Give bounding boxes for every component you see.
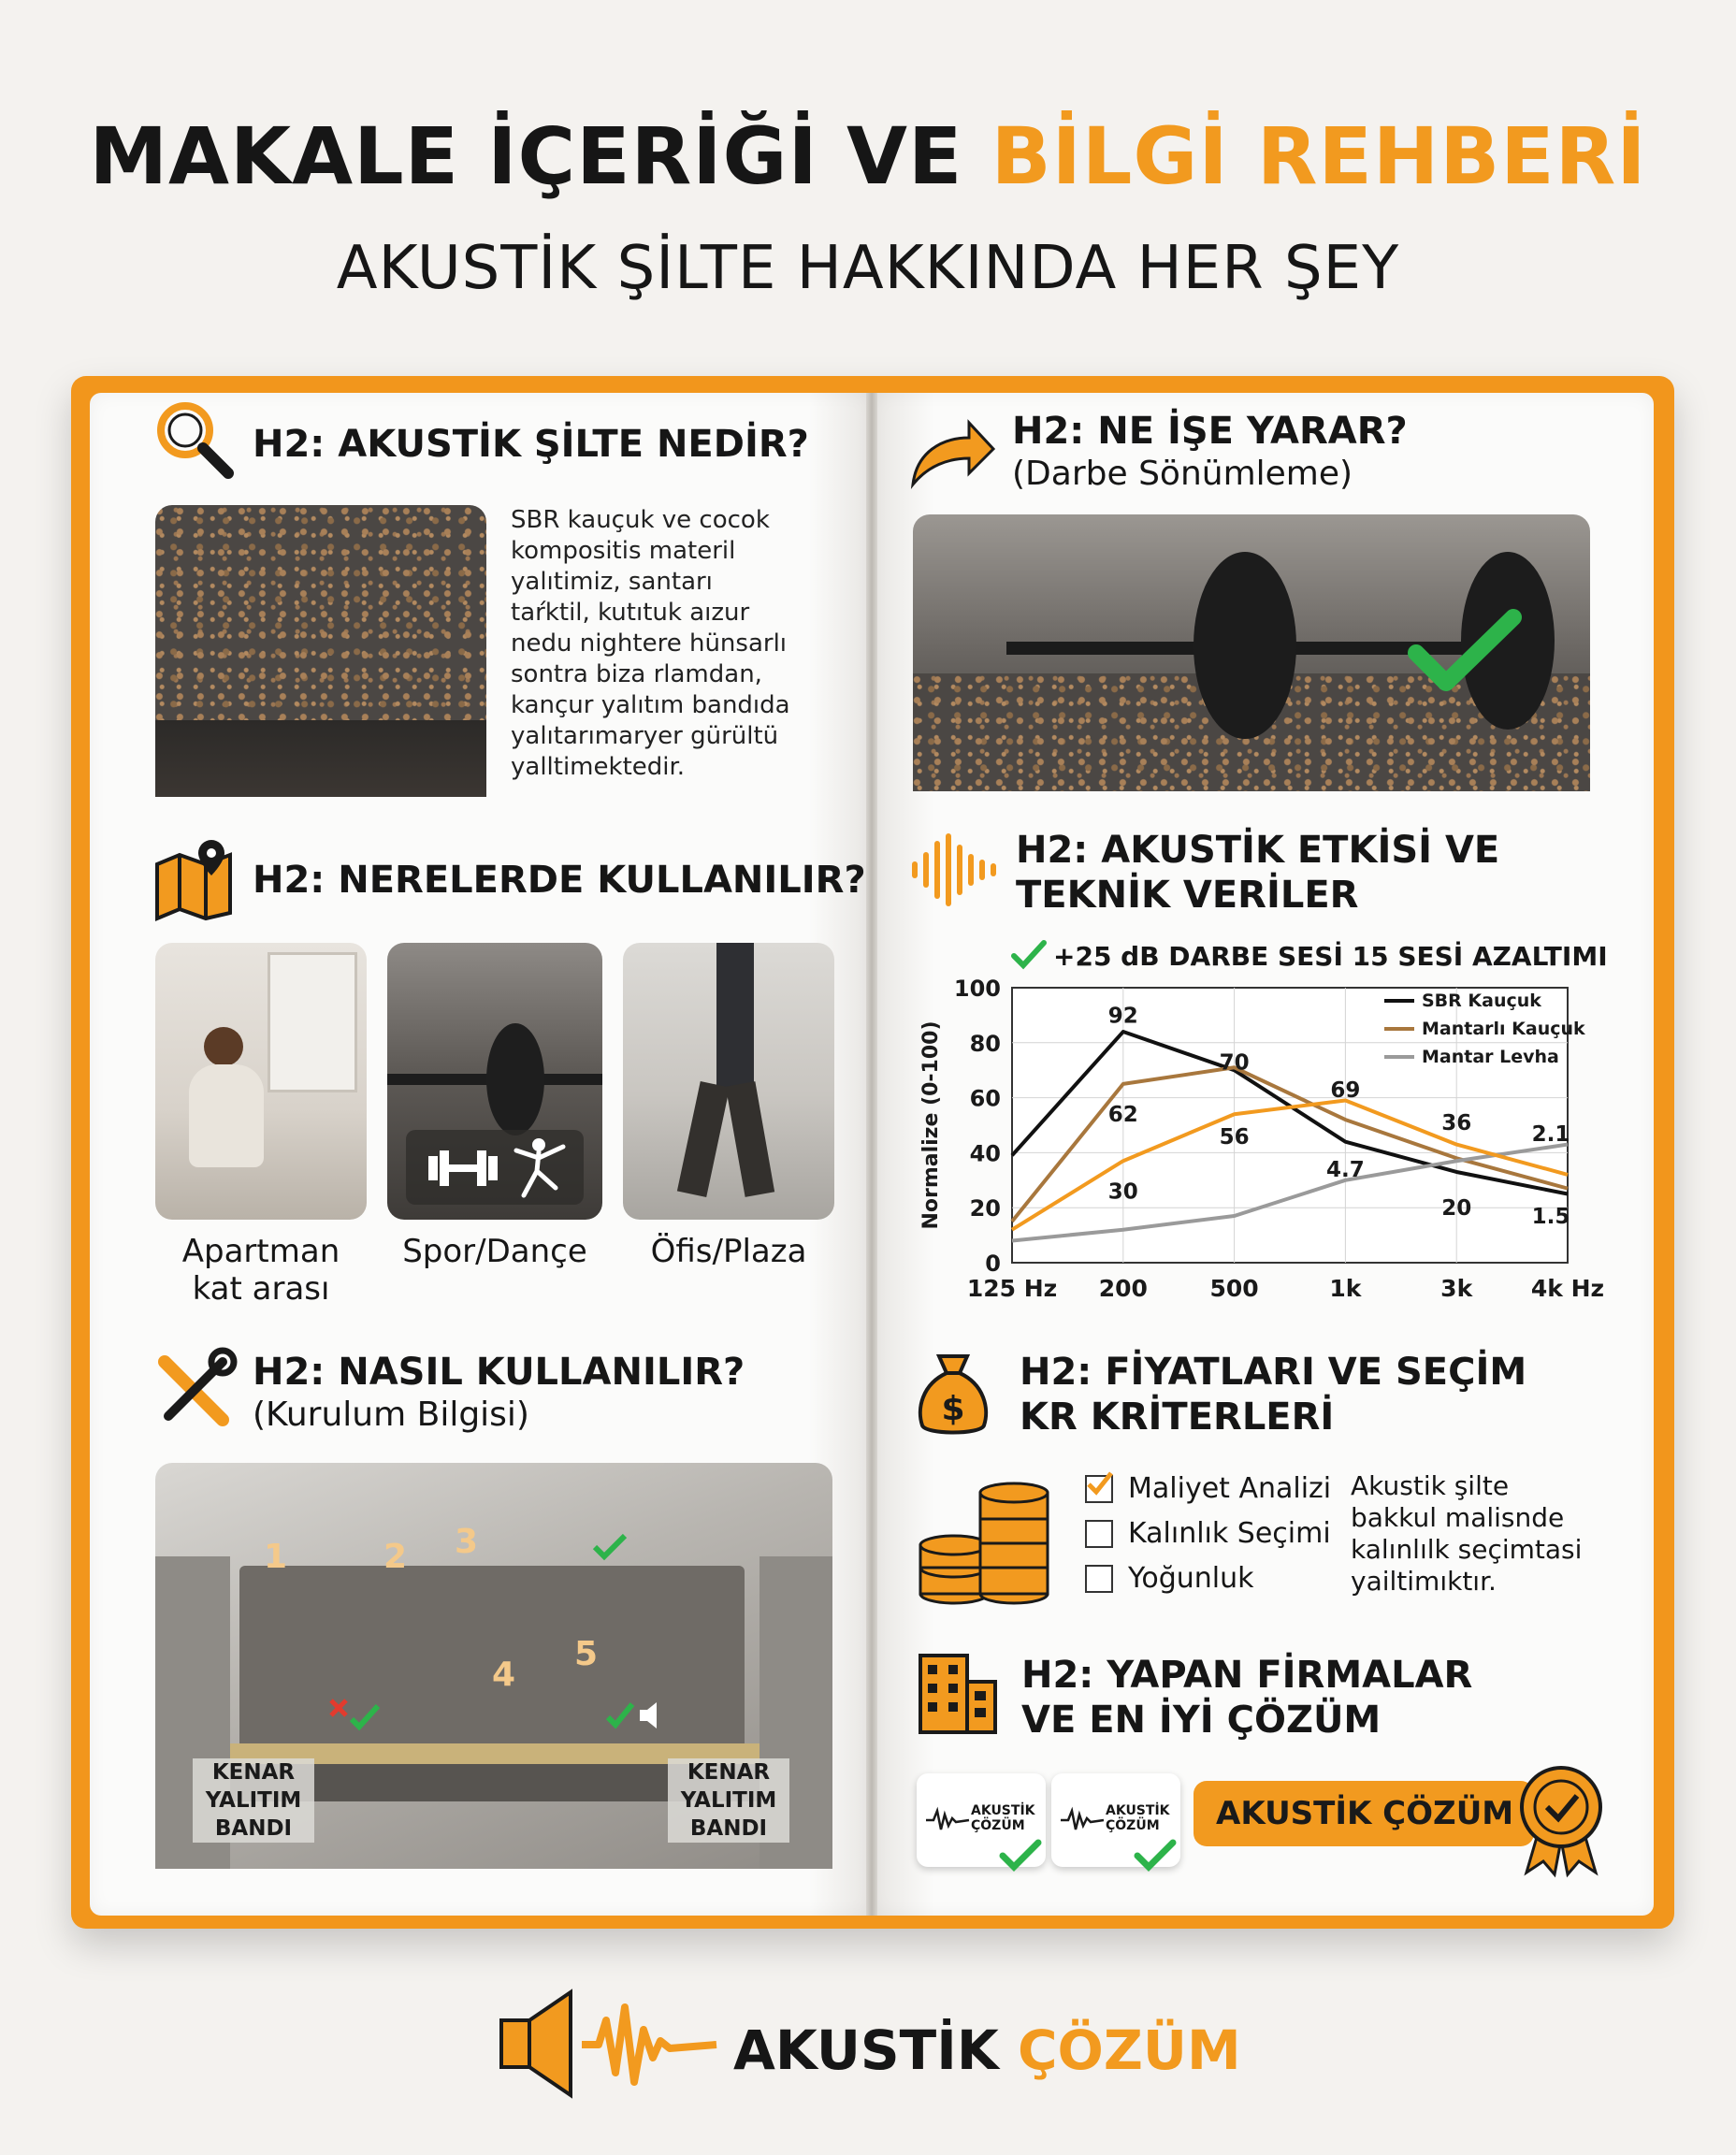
data-label: 70 xyxy=(1219,1050,1250,1076)
chart-note: +25 dB DARBE SESİ 15 SESİ AZALTIMI xyxy=(1053,941,1608,972)
what-text-line: yalıtarımaryer gürültü xyxy=(511,722,779,750)
data-label: 20 xyxy=(1441,1196,1472,1222)
x-tick-label: 1k xyxy=(1329,1275,1362,1302)
section-how-subheading: (Kurulum Bilgisi) xyxy=(253,1396,529,1434)
speaker-icon xyxy=(496,1983,720,2104)
person-head xyxy=(204,1027,243,1066)
award-seal-icon xyxy=(1510,1762,1613,1878)
checklist-label: Kalınlık Seçimi xyxy=(1128,1517,1331,1550)
footer-brand xyxy=(733,2018,1241,2082)
weight-plate xyxy=(486,1023,544,1135)
section-purpose-subheading: (Darbe Sönümleme) xyxy=(1012,455,1353,493)
legend-label: Mantarlı Kauçuk xyxy=(1422,1019,1585,1039)
caption-apartment xyxy=(146,1233,376,1308)
data-label: 2.1 xyxy=(1531,1121,1570,1147)
data-label: 92 xyxy=(1107,1004,1138,1029)
section-prices-heading-line2: KR KRİTERLERİ xyxy=(1020,1396,1335,1439)
logo-text-line: ÇÖZÜM xyxy=(971,1818,1025,1833)
checklist-item-cost[interactable] xyxy=(1085,1467,1331,1511)
wave-logo-icon xyxy=(1061,1809,1104,1831)
check-icon xyxy=(1010,939,1048,971)
svg-text:$: $ xyxy=(941,1390,965,1428)
x-tick-label: 125 Hz xyxy=(966,1275,1058,1302)
barbell-plate-left xyxy=(1194,552,1296,739)
x-tick-label: 200 xyxy=(1098,1275,1148,1302)
step-2: 2 xyxy=(383,1538,408,1576)
tools-icon xyxy=(150,1347,236,1433)
logo-text-line: ÇÖZÜM xyxy=(1106,1818,1160,1833)
x-tick-label: 4k Hz xyxy=(1530,1275,1605,1302)
what-text-line: yalltimektedir. xyxy=(511,753,686,781)
footer-brand-main: AKUSTİK xyxy=(733,2018,1018,2082)
leg-left xyxy=(677,1081,730,1197)
checklist-label: Maliyet Analizi xyxy=(1128,1472,1332,1505)
section-companies-heading-line2: VE EN İYİ ÇÖZÜM xyxy=(1021,1699,1382,1742)
check-icon xyxy=(999,1839,1042,1873)
dumbbell-dancer-icon xyxy=(406,1130,584,1205)
gym-photo xyxy=(387,943,602,1220)
best-solution-badge[interactable]: AKUSTİK ÇÖZÜM xyxy=(1194,1781,1534,1846)
data-label: 69 xyxy=(1330,1078,1361,1103)
data-label: 62 xyxy=(1107,1103,1138,1128)
checklist-item-thickness[interactable] xyxy=(1085,1511,1331,1556)
check-icon xyxy=(1134,1839,1177,1873)
acoustic-line-chart xyxy=(913,973,1605,1319)
building-icon xyxy=(915,1650,1001,1736)
checkbox-checked[interactable] xyxy=(1085,1475,1113,1503)
prices-text-line: bakkul malisnde xyxy=(1351,1502,1565,1533)
edge-band-label-right: KENAR YALITIM BANDI xyxy=(668,1758,789,1843)
logo-text-line: AKUSTİK xyxy=(1106,1803,1170,1818)
y-axis-label: Normalize (0-100) xyxy=(919,1020,943,1230)
y-tick-label: 80 xyxy=(969,1030,1001,1057)
logo-text xyxy=(971,1803,1035,1833)
what-description xyxy=(511,505,819,783)
step-4: 4 xyxy=(492,1656,516,1694)
logo-text xyxy=(1106,1803,1170,1833)
data-label: 30 xyxy=(1107,1179,1138,1205)
page-title xyxy=(0,110,1736,202)
what-text-line: sontra biza rlamdan, xyxy=(511,660,762,688)
leg-right xyxy=(726,1081,774,1197)
caption-gym: Spor/Dançe xyxy=(402,1233,587,1270)
edge-band-label-left: KENAR YALITIM BANDI xyxy=(193,1758,314,1843)
what-text-line: SBR kauçuk ve cocok xyxy=(511,506,770,534)
what-text-line: taŕktil, kutıtuk aızur xyxy=(511,599,750,627)
x-tick-label: 500 xyxy=(1209,1275,1259,1302)
caption-office: Öfis/Plaza xyxy=(650,1233,807,1270)
check-icon xyxy=(591,1532,629,1560)
y-tick-label: 60 xyxy=(969,1085,1001,1112)
book-spine xyxy=(866,393,877,1916)
prices-text-line: kalınlılk seçimtasi xyxy=(1351,1534,1583,1565)
caption-apartment-text: Apartman kat arası xyxy=(181,1233,340,1308)
coin-stack-icon xyxy=(917,1470,1053,1605)
y-tick-label: 0 xyxy=(985,1251,1001,1277)
y-tick-label: 20 xyxy=(969,1195,1001,1222)
what-text-line: yalıtimiz, santarı xyxy=(511,568,713,596)
what-text-line: kançur yalıtım bandıda xyxy=(511,691,790,719)
walking-person-body xyxy=(716,943,754,1092)
checkmark-icon xyxy=(1085,1471,1113,1499)
magnifier-icon xyxy=(152,397,236,481)
criteria-checklist xyxy=(1085,1467,1331,1601)
check-sound-icon xyxy=(604,1697,660,1734)
window xyxy=(268,952,357,1092)
legend-label: Mantar Levha xyxy=(1422,1047,1559,1067)
title-accent: BİLGİ REHBERİ xyxy=(991,110,1647,202)
prices-text-line: yailtimıktır. xyxy=(1351,1566,1497,1597)
section-what-heading: H2: AKUSTİK ŞİLTE NEDİR? xyxy=(253,423,809,466)
office-photo xyxy=(623,943,834,1220)
step-1: 1 xyxy=(264,1538,288,1576)
y-tick-label: 100 xyxy=(953,976,1001,1002)
logo-text-line: AKUSTİK xyxy=(971,1803,1035,1818)
checkbox-unchecked[interactable] xyxy=(1085,1565,1113,1593)
data-label: 56 xyxy=(1219,1124,1250,1150)
section-how-heading: H2: NASIL KULLANILIR? xyxy=(253,1351,745,1394)
section-purpose-heading: H2: NE İŞE YARAR? xyxy=(1012,410,1408,453)
section-prices-heading-line1: H2: FİYATLARI VE SEÇİM xyxy=(1020,1351,1527,1394)
apartment-photo xyxy=(155,943,367,1220)
step-5: 5 xyxy=(574,1635,599,1673)
checklist-item-density[interactable] xyxy=(1085,1556,1331,1601)
what-text-line: nedu nightere hünsarlı xyxy=(511,629,788,658)
step-3: 3 xyxy=(455,1523,479,1561)
rubber-sheet-edge xyxy=(155,720,486,797)
footer-brand-accent: ÇÖZÜM xyxy=(1017,2018,1241,2082)
map-pin-icon xyxy=(152,836,236,920)
barbell-impact-photo xyxy=(913,514,1590,791)
section-where-heading: H2: NERELERDE KULLANILIR? xyxy=(253,859,866,902)
data-label: 1.5 xyxy=(1531,1205,1570,1230)
x-tick-label: 3k xyxy=(1440,1275,1473,1302)
money-bag-icon xyxy=(913,1351,993,1440)
sound-wave-icon xyxy=(909,832,999,907)
wave-logo-icon xyxy=(926,1809,969,1831)
data-label: 4.7 xyxy=(1326,1158,1365,1183)
checkbox-unchecked[interactable] xyxy=(1085,1520,1113,1548)
page-subtitle: AKUSTİK ŞİLTE HAKKINDA HER ŞEY xyxy=(336,234,1400,303)
section-acoustic-heading-line1: H2: AKUSTİK ETKİSİ VE xyxy=(1016,829,1500,872)
y-tick-label: 40 xyxy=(969,1140,1001,1167)
prices-side-text xyxy=(1351,1470,1582,1598)
prices-text-line: Akustik şilte xyxy=(1351,1470,1510,1501)
what-text-line: kompositis materil xyxy=(511,537,736,565)
section-companies-heading-line1: H2: YAPAN FİRMALAR xyxy=(1021,1654,1473,1697)
cross-check-icon xyxy=(327,1697,383,1734)
legend-label: SBR Kauçuk xyxy=(1422,991,1541,1011)
curved-arrow-icon xyxy=(907,415,997,490)
rubber-sheet-photo xyxy=(155,505,486,797)
section-acoustic-heading-line2: TEKNİK VERİLER xyxy=(1016,874,1359,917)
big-check-icon xyxy=(1409,610,1521,694)
person-body xyxy=(189,1064,264,1167)
data-label: 36 xyxy=(1441,1111,1472,1136)
checklist-label: Yoğunluk xyxy=(1128,1562,1254,1595)
title-main: MAKALE İÇERİĞİ VE xyxy=(89,110,991,202)
